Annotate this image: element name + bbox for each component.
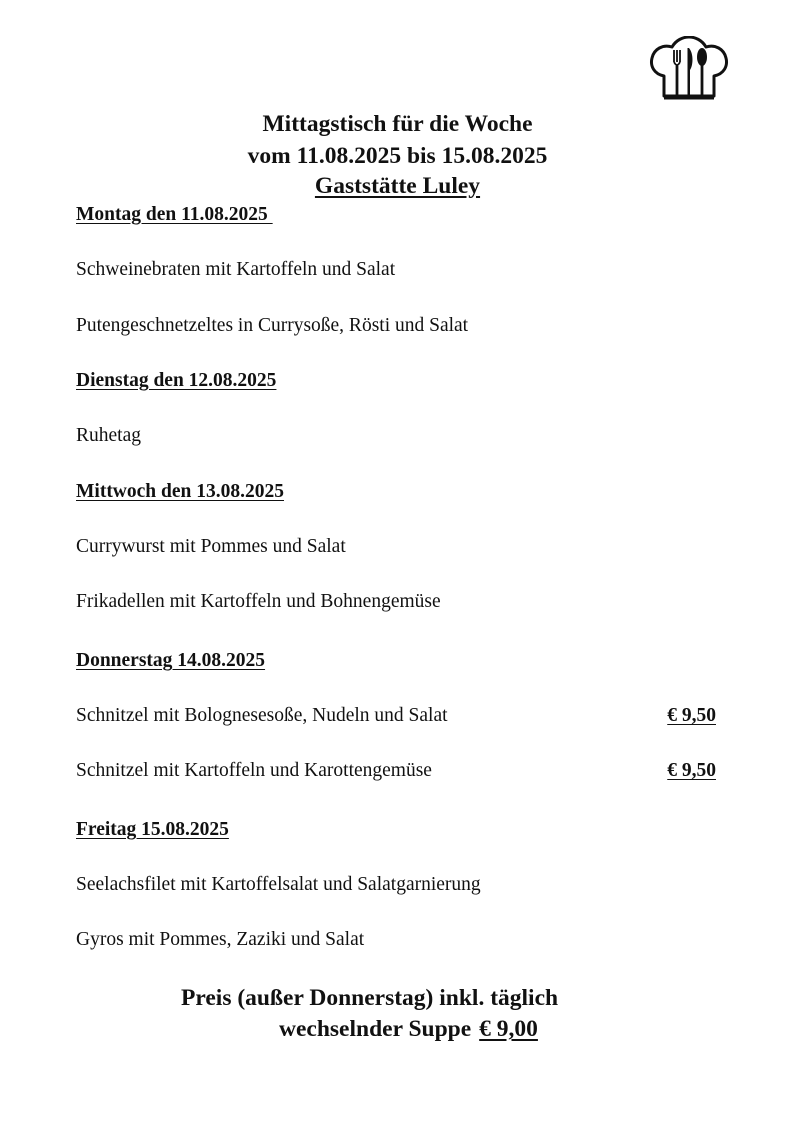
day-heading-tuesday: Dienstag den 12.08.2025 [76,370,277,391]
dish-wednesday-1: Currywurst mit Pommes und Salat [76,536,346,557]
dish-tuesday-1: Ruhetag [76,425,141,446]
daily-price: € 9,00 [479,1016,538,1042]
dish-monday-2: Putengeschnetzeltes in Currysoße, Rösti und Salat [76,315,469,336]
price-note-soup [279,1015,538,1043]
menu-title: Mittagstisch für die Woche [262,111,533,137]
dish-friday-1: Seelachsfilet mit Kartoffelsalat und Salatgarnierung [76,874,481,895]
menu-date-range: vom 11.08.2025 bis 15.08.2025 [247,143,548,169]
dish-friday-2: Gyros mit Pommes, Zaziki und Salat [76,929,365,950]
day-heading-monday: Montag den 11.08.2025 [76,204,273,225]
day-heading-wednesday: Mittwoch den 13.08.2025 [76,481,284,502]
restaurant-name-text: Gaststätte Luley [314,173,481,199]
restaurant-name [0,172,795,200]
price-note-soup-text: wechselnder Suppe [279,1016,472,1042]
price-note: Preis (außer Donnerstag) inkl. täglich [181,985,559,1011]
dish-thursday-1-price: € 9,50 [667,705,716,726]
dish-thursday-2-price: € 9,50 [667,760,716,781]
day-heading-friday: Freitag 15.08.2025 [76,819,229,840]
dish-monday-1: Schweinebraten mit Kartoffeln und Salat [76,259,396,280]
dish-thursday-2: Schnitzel mit Kartoffeln und Karottengemüse [76,760,432,781]
dish-wednesday-2: Frikadellen mit Kartoffeln und Bohnengemüse [76,591,441,612]
chef-hat-cutlery-icon [648,36,730,102]
dish-thursday-1: Schnitzel mit Bolognesesoße, Nudeln und Salat [76,705,448,726]
day-heading-thursday: Donnerstag 14.08.2025 [76,650,266,671]
